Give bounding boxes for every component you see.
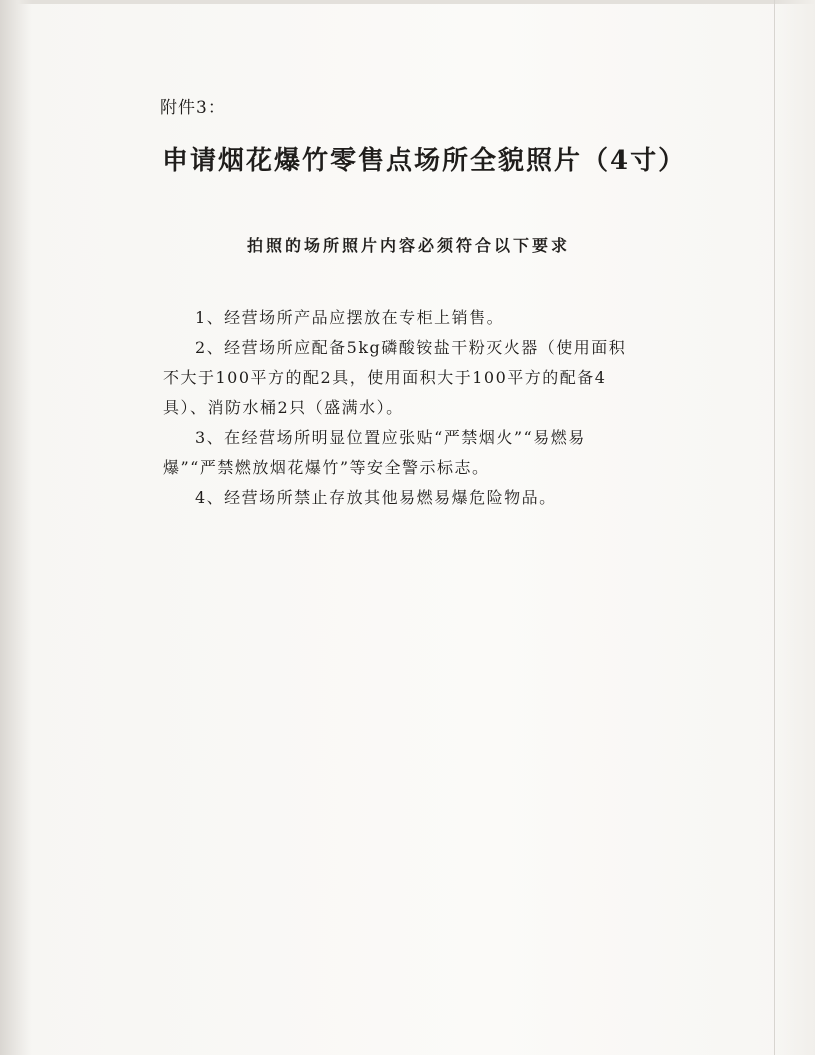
requirement-item-4: 4、经营场所禁止存放其他易燃易爆危险物品。	[195, 488, 557, 507]
page-top-edge	[0, 0, 815, 4]
requirement-item-1: 1、经营场所产品应摆放在专柜上销售。	[195, 308, 505, 327]
page-right-edge	[774, 0, 815, 1055]
requirements-list	[163, 303, 633, 513]
document-subtitle: 拍照的场所照片内容必须符合以下要求	[247, 236, 571, 255]
attachment-label: 附件3：	[160, 98, 226, 118]
requirement-item-2: 2、经营场所应配备5kg磷酸铵盐干粉灭火器（使用面积不大于100平方的配2具，使用面积大于100平方的配备4具）、消防水桶2只（盛满水）。	[163, 338, 627, 417]
requirement-item-3: 3、在经营场所明显位置应张贴“严禁烟火”“易燃易爆”“严禁燃放烟花爆竹”等安全警示标志。	[163, 428, 586, 477]
document-title: 申请烟花爆竹零售点场所全貌照片（4寸）	[162, 146, 687, 176]
page-left-edge	[0, 0, 32, 1055]
